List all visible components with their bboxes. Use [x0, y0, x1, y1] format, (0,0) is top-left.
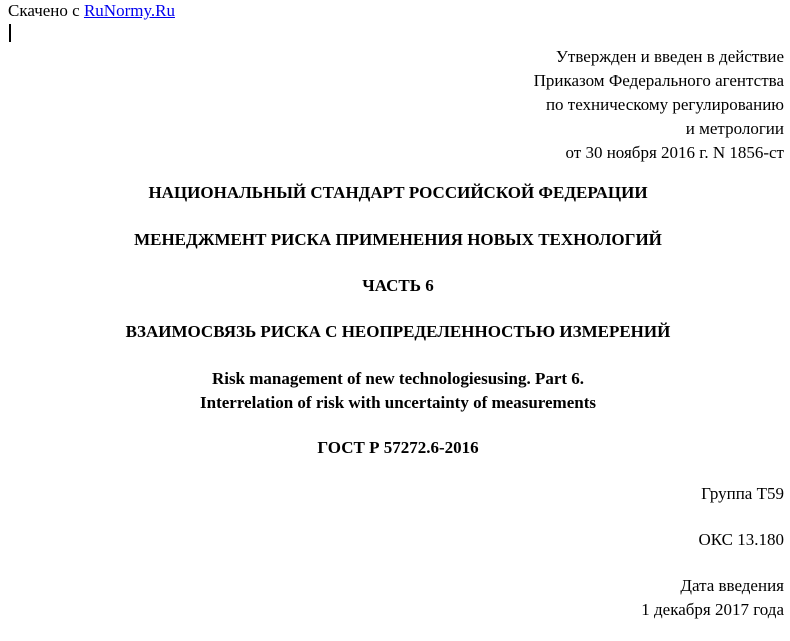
approval-line-4: и метрологии — [685, 119, 784, 138]
approval-line-3: по техническому регулированию — [545, 95, 784, 114]
english-title — [0, 367, 790, 415]
approval-line-2: Приказом Федерального агентства — [533, 71, 784, 90]
english-title-line-1: Risk management of new technologiesusing. Part 6. — [211, 369, 585, 388]
part-heading: ЧАСТЬ 6 — [362, 276, 434, 295]
approval-line-1: Утвержден и введен в действие — [555, 47, 784, 66]
document-title: МЕНЕДЖМЕНТ РИСКА ПРИМЕНЕНИЯ НОВЫХ ТЕХНОЛОГИЙ — [134, 230, 662, 249]
document-subtitle: ВЗАИМОСВЯЗЬ РИСКА С НЕОПРЕДЕЛЕННОСТЬЮ ИЗМЕРЕНИЙ — [125, 322, 671, 341]
download-source-prefix: Скачено с — [8, 1, 80, 20]
group-code: Группа Т59 — [701, 484, 784, 503]
effective-date-value: 1 декабря 2017 года — [641, 600, 784, 619]
english-title-line-2: Interrelation of risk with uncertainty of measurements — [200, 393, 596, 412]
gost-number: ГОСТ Р 57272.6-2016 — [317, 438, 479, 457]
approval-block — [534, 45, 784, 165]
approval-line-5: от 30 ноября 2016 г. N 1856-ст — [565, 143, 784, 162]
effective-date-block — [641, 574, 784, 622]
oks-code: ОКС 13.180 — [698, 530, 784, 549]
effective-date-label: Дата введения — [680, 576, 784, 595]
standard-heading: НАЦИОНАЛЬНЫЙ СТАНДАРТ РОССИЙСКОЙ ФЕДЕРАЦИИ — [148, 183, 648, 202]
text-cursor — [9, 24, 11, 42]
runormy-link[interactable]: RuNormy.Ru — [83, 1, 175, 20]
download-source-line — [8, 1, 175, 21]
